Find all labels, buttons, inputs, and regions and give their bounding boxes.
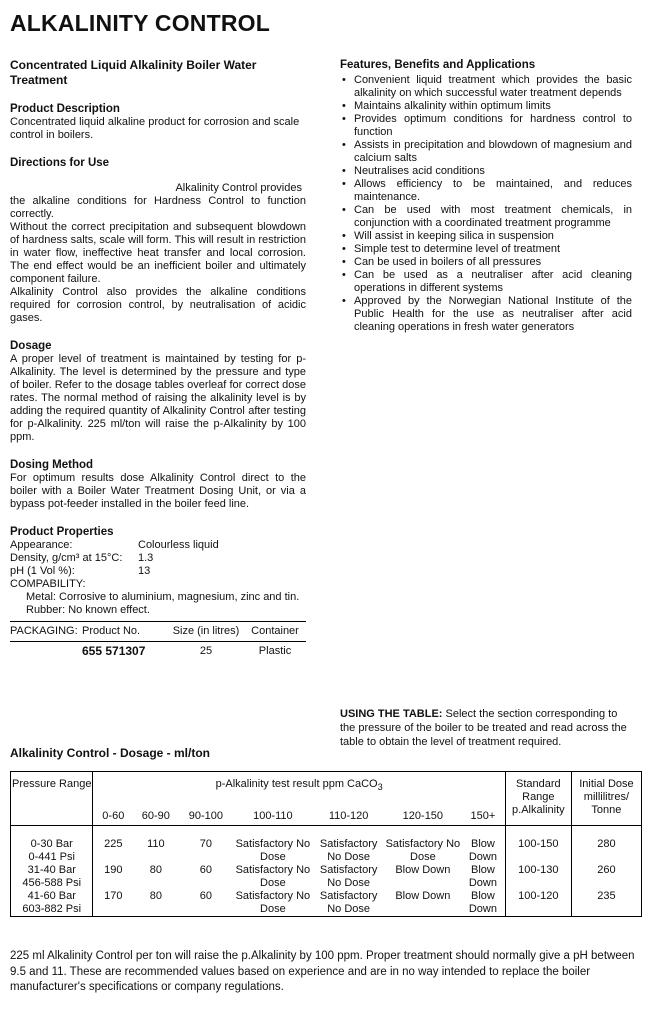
dose-cell: Satisfactory No Dose xyxy=(319,864,378,889)
dose-cell: 80 xyxy=(133,890,178,917)
dose-cell: Blow Down xyxy=(385,890,461,917)
product-description-heading: Product Description xyxy=(10,103,120,115)
feature-item: • Can be used with most treatment chemicals, in conjunction with a coordinated treatment programme xyxy=(354,204,632,230)
feature-item: • Assists in precipitation and blowdown of magnesium and calcium salts xyxy=(354,139,632,165)
package-size: 25 xyxy=(199,645,213,657)
packaging-label: PACKAGING: xyxy=(10,625,78,637)
dosing-method-text: For optimum results dose Alkalinity Control direct to the boiler with a Boiler Water Treatment Dosing Unit, or via a bypass pot-feeder installed in the boiler feed line. xyxy=(10,472,306,510)
property-key: Appearance: xyxy=(10,539,73,551)
dose-cell: 225 xyxy=(104,838,123,850)
initial-dose-cell: 235 xyxy=(571,890,641,917)
standard-range-cell: 100-120 xyxy=(505,890,571,917)
test-result-header: p-Alkalinity test result ppm CaCO$_3$ xyxy=(93,772,505,811)
property-value: 13 xyxy=(138,565,151,577)
dosage-text: A proper level of treatment is maintained by testing for p-Alkalinity. The level is determined by the pressure and type of boiler. Refer to the dosage tables overleaf for correct dose rates. The normal method of raising the alkalinity level is by adding the required quantity of Alkalinity Control after testing for p-Alkalinity. 225 ml/ton will raise the p-Alkalinity by 100 ppm. xyxy=(10,353,306,443)
features-list xyxy=(340,74,632,334)
dose-cell: 190 xyxy=(104,864,123,876)
dose-cell: Blow Down xyxy=(461,890,505,917)
standard-range-cell: 100-130 xyxy=(505,864,571,890)
table-row xyxy=(11,890,642,917)
property-key: Density, g/cm³ at 15°C: xyxy=(10,552,123,564)
table-header-row xyxy=(11,772,642,811)
packaging-row xyxy=(10,642,306,658)
table-row xyxy=(11,864,642,890)
dose-cell: 60 xyxy=(199,864,212,876)
pressure-cell: 0-30 Bar 0-441 Psi xyxy=(11,826,93,865)
standard-range-header: Standard Range p.Alkalinity xyxy=(505,772,571,826)
feature-item: • Approved by the Norwegian National Institute of the Public Health for the use as neutraliser after acid cleaning operations in fresh water generators xyxy=(354,295,632,334)
property-value: 1.3 xyxy=(138,552,154,564)
product-properties-heading: Product Properties xyxy=(10,526,114,538)
pressure-cell: 31-40 Bar 456-588 Psi xyxy=(11,864,93,890)
directions-heading: Directions for Use xyxy=(10,157,110,169)
initial-dose-header: Initial Dose millilitres/ Tonne xyxy=(571,772,641,826)
dose-cell: Satisfactory No Dose xyxy=(233,890,312,917)
dosing-method-heading: Dosing Method xyxy=(10,459,94,471)
dosage-table xyxy=(10,771,642,917)
using-table-label: USING THE TABLE: xyxy=(340,708,443,720)
column-header: 90-100 xyxy=(179,810,234,826)
directions-text2: Without the correct precipitation and subsequent blowdown of hardness salts, scale will form. This will result in restriction in water flow, ineffective heat transfer and local corrosion. The end effect would be an inefficient boiler and ultimately component failure. xyxy=(10,221,306,285)
dosage-heading: Dosage xyxy=(10,340,52,352)
dose-cell: Satisfactory No Dose xyxy=(385,838,461,863)
dose-cell: 170 xyxy=(93,890,133,917)
container-header: Container xyxy=(251,625,299,637)
property-row xyxy=(10,539,306,552)
pressure-cell: 41-60 Bar 603-882 Psi xyxy=(11,890,93,917)
feature-item: • Provides optimum conditions for hardness control to function xyxy=(354,113,632,139)
package-container: Plastic xyxy=(258,645,292,657)
right-column xyxy=(340,58,632,334)
column-header: 100-110 xyxy=(233,810,312,826)
feature-item: • Can be used in boilers of all pressures xyxy=(354,256,632,269)
initial-dose-cell: 260 xyxy=(571,864,641,890)
compatibility-heading: COMPABILITY: xyxy=(10,578,86,590)
feature-item: • Maintains alkalinity within optimum limits xyxy=(354,100,632,113)
left-column xyxy=(10,58,306,658)
feature-item: • Simple test to determine level of treatment xyxy=(354,243,632,256)
dose-cell: Blow Down xyxy=(461,864,505,890)
column-header: 0-60 xyxy=(93,810,133,826)
feature-item: • Can be used as a neutraliser after acid cleaning operations in different systems xyxy=(354,269,632,295)
compatibility-rubber: Rubber: No known effect. xyxy=(26,604,150,616)
product-subtitle: Concentrated Liquid Alkalinity Boiler Water Treatment xyxy=(10,58,257,87)
dose-cell: Satisfactory No Dose xyxy=(235,838,311,863)
dose-cell: 60 xyxy=(179,890,234,917)
directions-text1: the alkaline conditions for Hardness Control to function correctly. xyxy=(10,195,306,220)
property-row xyxy=(10,552,306,565)
product-no-header: Product No. xyxy=(82,625,141,637)
column-header: 110-120 xyxy=(313,810,385,826)
property-row xyxy=(10,565,306,578)
packaging-header xyxy=(10,621,306,642)
property-key: pH (1 Vol %): xyxy=(10,565,75,577)
directions-line1: Alkalinity Control provides xyxy=(175,182,302,194)
feature-item: • Convenient liquid treatment which provides the basic alkalinity on which successful water treatment depends xyxy=(354,74,632,100)
column-header: 150+ xyxy=(461,810,505,826)
using-the-table-note xyxy=(340,707,632,749)
dose-cell: 80 xyxy=(149,864,162,876)
feature-item: • Allows efficiency to be maintained, and reduces maintenance. xyxy=(354,178,632,204)
standard-range-cell: 100-150 xyxy=(505,826,571,865)
initial-dose-cell: 280 xyxy=(571,826,641,865)
size-header: Size (in litres) xyxy=(172,625,240,637)
product-description-text: Concentrated liquid alkaline product for corrosion and scale control in boilers. xyxy=(10,116,300,141)
page-title: ALKALINITY CONTROL xyxy=(10,10,270,36)
dose-cell: Satisfactory No Dose xyxy=(313,890,385,917)
footnote: 225 ml Alkalinity Control per ton will raise the p.Alkalinity by 100 ppm. Proper treatment should normally give a pH between 9.5 and 11. These are recommended values based on experience and are in no way intended to replace the boiler manufacturer's specifications or company regulations. xyxy=(10,950,635,993)
dosage-table-title: Alkalinity Control - Dosage - ml/ton xyxy=(10,746,211,760)
pressure-header: Pressure Range xyxy=(11,772,93,811)
feature-item: • Will assist in keeping silica in suspension xyxy=(354,230,632,243)
property-value: Colourless liquid xyxy=(138,539,219,551)
feature-item: • Neutralises acid conditions xyxy=(354,165,632,178)
dose-cell: 70 xyxy=(199,838,212,850)
product-number: 655 571307 xyxy=(82,644,146,658)
dose-cell: Satisfactory No Dose xyxy=(319,838,378,863)
compatibility-metal: Metal: Corrosive to aluminium, magnesium, zinc and tin. xyxy=(26,591,300,603)
column-header: 60-90 xyxy=(133,810,178,826)
using-table-text: Select the section corresponding to the pressure of the boiler to be treated and read across the table to obtain the level of treatment required. xyxy=(340,708,627,748)
table-row xyxy=(11,826,642,865)
dose-cell: Satisfactory No Dose xyxy=(235,864,311,889)
dose-cell: Blow Down xyxy=(395,864,451,876)
dose-cell: Blow Down xyxy=(461,826,505,865)
directions-text3: Alkalinity Control also provides the alkaline conditions required for corrosion control, by neutralisation of acidic gases. xyxy=(10,286,306,324)
dose-cell: 110 xyxy=(147,838,165,850)
column-header: 120-150 xyxy=(385,810,461,826)
features-heading: Features, Benefits and Applications xyxy=(340,59,536,71)
